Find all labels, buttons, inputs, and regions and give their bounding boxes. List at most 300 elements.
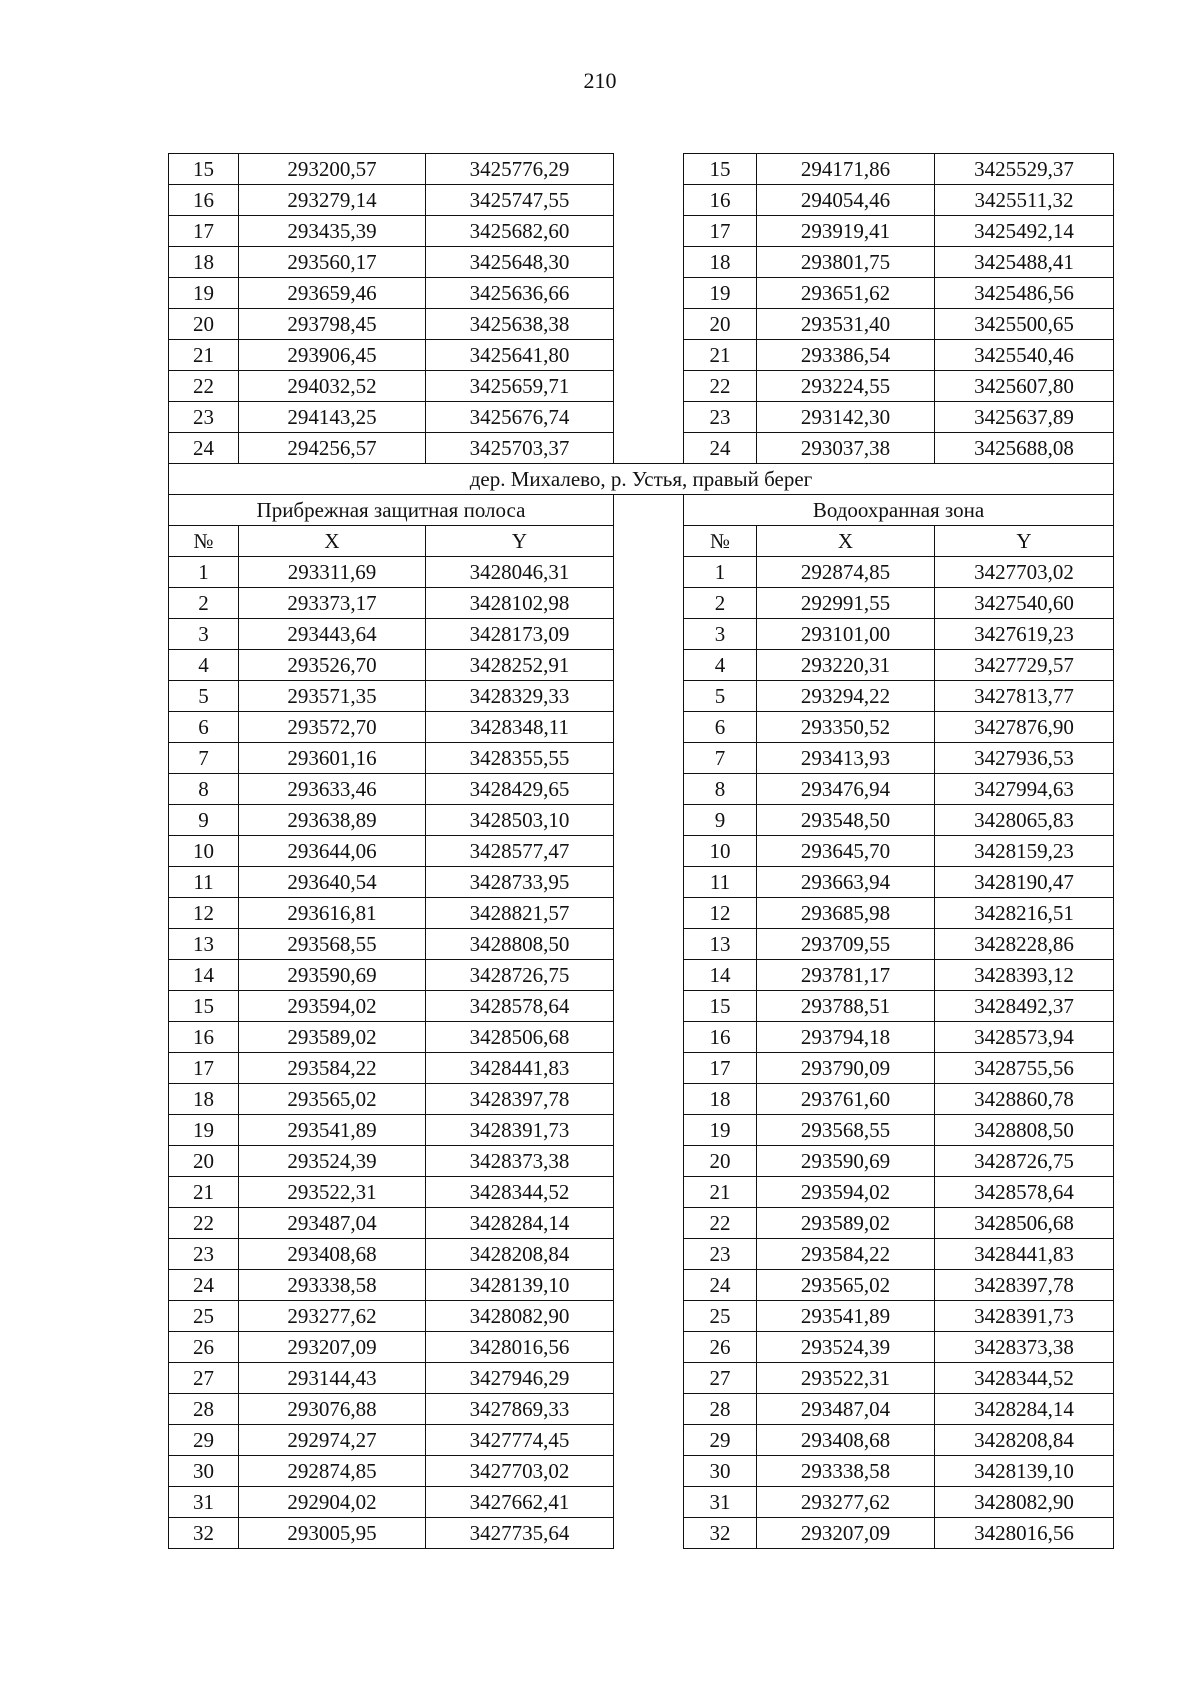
- point-number-right: 22: [684, 1208, 757, 1239]
- x-coordinate-left: 294032,52: [239, 371, 426, 402]
- point-number-left: 17: [169, 216, 239, 247]
- y-coordinate-left: 3428391,73: [426, 1115, 614, 1146]
- y-coordinate-left: 3427662,41: [426, 1487, 614, 1518]
- point-number-left: 8: [169, 774, 239, 805]
- table-row: [169, 1363, 1114, 1394]
- x-coordinate-left: 293906,45: [239, 340, 426, 371]
- y-coordinate-right: 3425540,46: [935, 340, 1114, 371]
- coordinates-table: [168, 153, 1114, 1549]
- table-row: [169, 805, 1114, 836]
- y-coordinate-right: 3428284,14: [935, 1394, 1114, 1425]
- x-coordinate-right: 293709,55: [757, 929, 935, 960]
- y-coordinate-left: 3427774,45: [426, 1425, 614, 1456]
- x-coordinate-left: 293005,95: [239, 1518, 426, 1549]
- point-number-left: 18: [169, 247, 239, 278]
- x-coordinate-right: 293386,54: [757, 340, 935, 371]
- y-coordinate-left: 3428139,10: [426, 1270, 614, 1301]
- table-row: [169, 991, 1114, 1022]
- table-row: [169, 1084, 1114, 1115]
- y-coordinate-right: 3428159,23: [935, 836, 1114, 867]
- point-number-right: 2: [684, 588, 757, 619]
- x-coordinate-left: 293207,09: [239, 1332, 426, 1363]
- y-coordinate-right: 3425488,41: [935, 247, 1114, 278]
- y-coordinate-left: 3428821,57: [426, 898, 614, 929]
- y-coordinate-right: 3428082,90: [935, 1487, 1114, 1518]
- x-coordinate-right: 293413,93: [757, 743, 935, 774]
- x-coordinate-left: 293435,39: [239, 216, 426, 247]
- x-coordinate-right: 293568,55: [757, 1115, 935, 1146]
- point-number-right: 24: [684, 1270, 757, 1301]
- y-coordinate-left: 3428506,68: [426, 1022, 614, 1053]
- y-coordinate-right: 3428578,64: [935, 1177, 1114, 1208]
- point-number-right: 28: [684, 1394, 757, 1425]
- table-row: [169, 929, 1114, 960]
- x-coordinate-right: 293651,62: [757, 278, 935, 309]
- table-row: [169, 712, 1114, 743]
- point-number-right: 19: [684, 278, 757, 309]
- point-number-left: 7: [169, 743, 239, 774]
- point-number-left: 19: [169, 278, 239, 309]
- x-coordinate-right: 293548,50: [757, 805, 935, 836]
- point-number-right: 1: [684, 557, 757, 588]
- point-number-left: 5: [169, 681, 239, 712]
- x-coordinate-left: 293526,70: [239, 650, 426, 681]
- point-number-right: 15: [684, 154, 757, 185]
- y-coordinate-left: 3428429,65: [426, 774, 614, 805]
- x-coordinate-left: 293659,46: [239, 278, 426, 309]
- point-number-right: 9: [684, 805, 757, 836]
- point-number-right: 23: [684, 1239, 757, 1270]
- y-coordinate-right: 3427876,90: [935, 712, 1114, 743]
- y-coordinate-left: 3428208,84: [426, 1239, 614, 1270]
- x-coordinate-left: 292974,27: [239, 1425, 426, 1456]
- x-coordinate-left: 293277,62: [239, 1301, 426, 1332]
- x-coordinate-left: 293522,31: [239, 1177, 426, 1208]
- point-number-right: 21: [684, 1177, 757, 1208]
- y-coordinate-left: 3428082,90: [426, 1301, 614, 1332]
- point-number-left: 21: [169, 1177, 239, 1208]
- table-row: [169, 216, 1114, 247]
- table-row: [169, 681, 1114, 712]
- point-number-left: 18: [169, 1084, 239, 1115]
- point-number-left: 16: [169, 185, 239, 216]
- point-number-left: 23: [169, 402, 239, 433]
- point-number-right: 29: [684, 1425, 757, 1456]
- y-coordinate-right: 3428860,78: [935, 1084, 1114, 1115]
- x-coordinate-right: 293541,89: [757, 1301, 935, 1332]
- x-coordinate-left: 293572,70: [239, 712, 426, 743]
- section-title: дер. Михалево, р. Устья, правый берег: [169, 464, 1114, 495]
- point-number-left: 6: [169, 712, 239, 743]
- y-coordinate-right: 3428139,10: [935, 1456, 1114, 1487]
- y-coordinate-right: 3427619,23: [935, 619, 1114, 650]
- point-number-left: 30: [169, 1456, 239, 1487]
- point-number-left: 12: [169, 898, 239, 929]
- table-row: [169, 1053, 1114, 1084]
- y-coordinate-right: 3427540,60: [935, 588, 1114, 619]
- point-number-right: 10: [684, 836, 757, 867]
- point-number-right: 20: [684, 1146, 757, 1177]
- x-coordinate-left: 293584,22: [239, 1053, 426, 1084]
- point-number-right: 17: [684, 216, 757, 247]
- y-coordinate-left: 3425638,38: [426, 309, 614, 340]
- table-row: [169, 1518, 1114, 1549]
- top-rows: [169, 154, 1114, 464]
- y-coordinate-left: 3428348,11: [426, 712, 614, 743]
- x-coordinate-right: 293584,22: [757, 1239, 935, 1270]
- point-number-left: 9: [169, 805, 239, 836]
- x-coordinate-left: 293144,43: [239, 1363, 426, 1394]
- y-coordinate-left: 3427735,64: [426, 1518, 614, 1549]
- table-row: [169, 1177, 1114, 1208]
- y-coordinate-left: 3428355,55: [426, 743, 614, 774]
- y-coordinate-left: 3428808,50: [426, 929, 614, 960]
- y-coordinate-left: 3427869,33: [426, 1394, 614, 1425]
- table-row: [169, 433, 1114, 464]
- y-coordinate-left: 3428016,56: [426, 1332, 614, 1363]
- x-coordinate-right: 293522,31: [757, 1363, 935, 1394]
- x-coordinate-left: 293541,89: [239, 1115, 426, 1146]
- table-row: [169, 1239, 1114, 1270]
- point-number-left: 22: [169, 371, 239, 402]
- table-row: [169, 1487, 1114, 1518]
- table-row: [169, 309, 1114, 340]
- table-row: [169, 185, 1114, 216]
- x-coordinate-right: 293565,02: [757, 1270, 935, 1301]
- point-number-left: 13: [169, 929, 239, 960]
- x-coordinate-left: 293408,68: [239, 1239, 426, 1270]
- y-coordinate-left: 3425676,74: [426, 402, 614, 433]
- x-coordinate-right: 293589,02: [757, 1208, 935, 1239]
- col-header-x-right: X: [757, 526, 935, 557]
- table-row: [169, 836, 1114, 867]
- x-coordinate-right: 293801,75: [757, 247, 935, 278]
- col-header-num-right: №: [684, 526, 757, 557]
- x-coordinate-right: 293037,38: [757, 433, 935, 464]
- point-number-left: 32: [169, 1518, 239, 1549]
- table-row: [169, 588, 1114, 619]
- y-coordinate-right: 3428573,94: [935, 1022, 1114, 1053]
- x-coordinate-left: 293616,81: [239, 898, 426, 929]
- point-number-right: 4: [684, 650, 757, 681]
- x-coordinate-right: 293294,22: [757, 681, 935, 712]
- y-coordinate-left: 3428046,31: [426, 557, 614, 588]
- x-coordinate-left: 292904,02: [239, 1487, 426, 1518]
- main-rows: [169, 557, 1114, 1549]
- table-row: [169, 1146, 1114, 1177]
- y-coordinate-right: 3428344,52: [935, 1363, 1114, 1394]
- table-row: [169, 371, 1114, 402]
- x-coordinate-left: 293338,58: [239, 1270, 426, 1301]
- x-coordinate-left: 294143,25: [239, 402, 426, 433]
- x-coordinate-right: 293663,94: [757, 867, 935, 898]
- y-coordinate-right: 3428016,56: [935, 1518, 1114, 1549]
- x-coordinate-right: 293207,09: [757, 1518, 935, 1549]
- y-coordinate-right: 3425529,37: [935, 154, 1114, 185]
- y-coordinate-left: 3428397,78: [426, 1084, 614, 1115]
- y-coordinate-left: 3425682,60: [426, 216, 614, 247]
- y-coordinate-left: 3428726,75: [426, 960, 614, 991]
- x-coordinate-left: 293601,16: [239, 743, 426, 774]
- right-heading: Водоохранная зона: [684, 495, 1114, 526]
- point-number-left: 31: [169, 1487, 239, 1518]
- y-coordinate-right: 3428492,37: [935, 991, 1114, 1022]
- point-number-left: 27: [169, 1363, 239, 1394]
- table-row: [169, 1022, 1114, 1053]
- table-row: [169, 898, 1114, 929]
- table-row: [169, 154, 1114, 185]
- point-number-left: 20: [169, 1146, 239, 1177]
- x-coordinate-right: 294171,86: [757, 154, 935, 185]
- point-number-right: 16: [684, 1022, 757, 1053]
- y-coordinate-left: 3428284,14: [426, 1208, 614, 1239]
- point-number-right: 18: [684, 1084, 757, 1115]
- y-coordinate-left: 3425703,37: [426, 433, 614, 464]
- point-number-left: 20: [169, 309, 239, 340]
- x-coordinate-right: 293277,62: [757, 1487, 935, 1518]
- table-row: [169, 743, 1114, 774]
- point-number-left: 29: [169, 1425, 239, 1456]
- x-coordinate-right: 293788,51: [757, 991, 935, 1022]
- table-row: [169, 1394, 1114, 1425]
- table-row: [169, 1332, 1114, 1363]
- point-number-left: 25: [169, 1301, 239, 1332]
- x-coordinate-right: 293594,02: [757, 1177, 935, 1208]
- point-number-right: 17: [684, 1053, 757, 1084]
- point-number-right: 7: [684, 743, 757, 774]
- y-coordinate-right: 3428208,84: [935, 1425, 1114, 1456]
- y-coordinate-right: 3427729,57: [935, 650, 1114, 681]
- table-row: [169, 402, 1114, 433]
- x-coordinate-left: 293279,14: [239, 185, 426, 216]
- x-coordinate-left: 293798,45: [239, 309, 426, 340]
- y-coordinate-left: 3428329,33: [426, 681, 614, 712]
- table-row: [169, 1456, 1114, 1487]
- y-coordinate-right: 3428755,56: [935, 1053, 1114, 1084]
- point-number-left: 24: [169, 1270, 239, 1301]
- point-number-right: 3: [684, 619, 757, 650]
- y-coordinate-left: 3428503,10: [426, 805, 614, 836]
- table-row: [169, 278, 1114, 309]
- point-number-left: 21: [169, 340, 239, 371]
- x-coordinate-left: 293565,02: [239, 1084, 426, 1115]
- x-coordinate-left: 293373,17: [239, 588, 426, 619]
- point-number-right: 20: [684, 309, 757, 340]
- x-coordinate-left: 292874,85: [239, 1456, 426, 1487]
- col-header-x-left: X: [239, 526, 426, 557]
- x-coordinate-left: 293594,02: [239, 991, 426, 1022]
- x-coordinate-right: 293531,40: [757, 309, 935, 340]
- point-number-right: 31: [684, 1487, 757, 1518]
- x-coordinate-right: 293220,31: [757, 650, 935, 681]
- x-coordinate-right: 293790,09: [757, 1053, 935, 1084]
- table-row: [169, 557, 1114, 588]
- point-number-left: 3: [169, 619, 239, 650]
- point-number-right: 16: [684, 185, 757, 216]
- point-number-right: 21: [684, 340, 757, 371]
- point-number-left: 1: [169, 557, 239, 588]
- x-coordinate-right: 293919,41: [757, 216, 935, 247]
- x-coordinate-left: 293443,64: [239, 619, 426, 650]
- x-coordinate-right: 293794,18: [757, 1022, 935, 1053]
- y-coordinate-right: 3428393,12: [935, 960, 1114, 991]
- x-coordinate-right: 293101,00: [757, 619, 935, 650]
- point-number-right: 27: [684, 1363, 757, 1394]
- point-number-right: 11: [684, 867, 757, 898]
- x-coordinate-left: 293076,88: [239, 1394, 426, 1425]
- point-number-left: 23: [169, 1239, 239, 1270]
- y-coordinate-right: 3425688,08: [935, 433, 1114, 464]
- point-number-left: 26: [169, 1332, 239, 1363]
- y-coordinate-right: 3428216,51: [935, 898, 1114, 929]
- point-number-right: 14: [684, 960, 757, 991]
- y-coordinate-right: 3428441,83: [935, 1239, 1114, 1270]
- x-coordinate-left: 293524,39: [239, 1146, 426, 1177]
- table-row: [169, 960, 1114, 991]
- x-coordinate-right: 293590,69: [757, 1146, 935, 1177]
- y-coordinate-right: 3428065,83: [935, 805, 1114, 836]
- y-coordinate-left: 3428102,98: [426, 588, 614, 619]
- x-coordinate-right: 293408,68: [757, 1425, 935, 1456]
- x-coordinate-right: 293338,58: [757, 1456, 935, 1487]
- point-number-right: 12: [684, 898, 757, 929]
- y-coordinate-left: 3428173,09: [426, 619, 614, 650]
- x-coordinate-right: 293142,30: [757, 402, 935, 433]
- point-number-right: 6: [684, 712, 757, 743]
- y-coordinate-left: 3425641,80: [426, 340, 614, 371]
- x-coordinate-right: 293224,55: [757, 371, 935, 402]
- point-number-right: 5: [684, 681, 757, 712]
- y-coordinate-left: 3427946,29: [426, 1363, 614, 1394]
- y-coordinate-left: 3428373,38: [426, 1146, 614, 1177]
- y-coordinate-left: 3428252,91: [426, 650, 614, 681]
- point-number-left: 4: [169, 650, 239, 681]
- x-coordinate-right: 293761,60: [757, 1084, 935, 1115]
- y-coordinate-right: 3428190,47: [935, 867, 1114, 898]
- x-coordinate-right: 293781,17: [757, 960, 935, 991]
- x-coordinate-left: 293200,57: [239, 154, 426, 185]
- x-coordinate-left: 293633,46: [239, 774, 426, 805]
- y-coordinate-right: 3428808,50: [935, 1115, 1114, 1146]
- point-number-left: 14: [169, 960, 239, 991]
- point-number-left: 10: [169, 836, 239, 867]
- point-number-right: 24: [684, 433, 757, 464]
- x-coordinate-left: 293487,04: [239, 1208, 426, 1239]
- table-row: [169, 1208, 1114, 1239]
- table-row: [169, 1425, 1114, 1456]
- y-coordinate-right: 3428373,38: [935, 1332, 1114, 1363]
- section: [169, 464, 1114, 557]
- x-coordinate-left: 293638,89: [239, 805, 426, 836]
- x-coordinate-left: 293590,69: [239, 960, 426, 991]
- table-row: [169, 650, 1114, 681]
- y-coordinate-right: 3425607,80: [935, 371, 1114, 402]
- x-coordinate-right: 293350,52: [757, 712, 935, 743]
- y-coordinate-left: 3425776,29: [426, 154, 614, 185]
- y-coordinate-right: 3425637,89: [935, 402, 1114, 433]
- y-coordinate-right: 3427703,02: [935, 557, 1114, 588]
- point-number-left: 16: [169, 1022, 239, 1053]
- y-coordinate-left: 3427703,02: [426, 1456, 614, 1487]
- table-row: [169, 1301, 1114, 1332]
- x-coordinate-right: 293487,04: [757, 1394, 935, 1425]
- x-coordinate-right: 293524,39: [757, 1332, 935, 1363]
- point-number-left: 11: [169, 867, 239, 898]
- table-row: [169, 774, 1114, 805]
- y-coordinate-right: 3428397,78: [935, 1270, 1114, 1301]
- x-coordinate-left: 293589,02: [239, 1022, 426, 1053]
- y-coordinate-left: 3425648,30: [426, 247, 614, 278]
- x-coordinate-left: 293640,54: [239, 867, 426, 898]
- point-number-left: 15: [169, 991, 239, 1022]
- col-header-num-left: №: [169, 526, 239, 557]
- table-row: [169, 1115, 1114, 1146]
- col-header-y-left: Y: [426, 526, 614, 557]
- y-coordinate-right: 3425511,32: [935, 185, 1114, 216]
- table-row: [169, 340, 1114, 371]
- x-coordinate-left: 294256,57: [239, 433, 426, 464]
- x-coordinate-right: 292874,85: [757, 557, 935, 588]
- x-coordinate-left: 293571,35: [239, 681, 426, 712]
- point-number-right: 32: [684, 1518, 757, 1549]
- point-number-right: 19: [684, 1115, 757, 1146]
- table-row: [169, 247, 1114, 278]
- x-coordinate-right: 292991,55: [757, 588, 935, 619]
- y-coordinate-right: 3428228,86: [935, 929, 1114, 960]
- x-coordinate-left: 293644,06: [239, 836, 426, 867]
- y-coordinate-right: 3427936,53: [935, 743, 1114, 774]
- y-coordinate-right: 3425492,14: [935, 216, 1114, 247]
- point-number-right: 15: [684, 991, 757, 1022]
- point-number-right: 30: [684, 1456, 757, 1487]
- x-coordinate-left: 293560,17: [239, 247, 426, 278]
- y-coordinate-left: 3428577,47: [426, 836, 614, 867]
- x-coordinate-right: 293476,94: [757, 774, 935, 805]
- x-coordinate-right: 294054,46: [757, 185, 935, 216]
- y-coordinate-right: 3427813,77: [935, 681, 1114, 712]
- y-coordinate-left: 3428344,52: [426, 1177, 614, 1208]
- y-coordinate-left: 3428441,83: [426, 1053, 614, 1084]
- y-coordinate-left: 3425659,71: [426, 371, 614, 402]
- left-heading: Прибрежная защитная полоса: [169, 495, 614, 526]
- y-coordinate-left: 3425747,55: [426, 185, 614, 216]
- point-number-left: 2: [169, 588, 239, 619]
- page-number: 210: [583, 68, 617, 93]
- y-coordinate-left: 3428578,64: [426, 991, 614, 1022]
- table-row: [169, 867, 1114, 898]
- point-number-left: 17: [169, 1053, 239, 1084]
- x-coordinate-right: 293645,70: [757, 836, 935, 867]
- x-coordinate-left: 293311,69: [239, 557, 426, 588]
- point-number-left: 15: [169, 154, 239, 185]
- point-number-left: 28: [169, 1394, 239, 1425]
- y-coordinate-right: 3428506,68: [935, 1208, 1114, 1239]
- table-row: [169, 1270, 1114, 1301]
- point-number-right: 13: [684, 929, 757, 960]
- point-number-right: 23: [684, 402, 757, 433]
- point-number-right: 26: [684, 1332, 757, 1363]
- x-coordinate-right: 293685,98: [757, 898, 935, 929]
- col-header-y-right: Y: [935, 526, 1114, 557]
- y-coordinate-right: 3427994,63: [935, 774, 1114, 805]
- point-number-left: 19: [169, 1115, 239, 1146]
- x-coordinate-left: 293568,55: [239, 929, 426, 960]
- point-number-left: 24: [169, 433, 239, 464]
- point-number-right: 18: [684, 247, 757, 278]
- y-coordinate-right: 3428391,73: [935, 1301, 1114, 1332]
- point-number-right: 25: [684, 1301, 757, 1332]
- y-coordinate-left: 3425636,66: [426, 278, 614, 309]
